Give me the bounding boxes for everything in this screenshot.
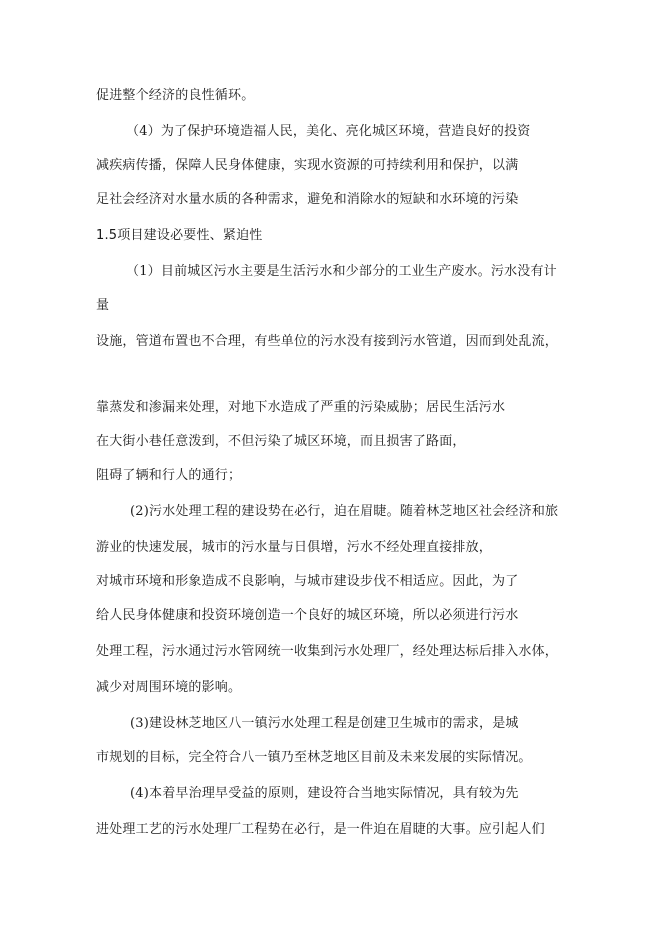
text-line: 足社会经济对水量水质的各种需求，避免和消除水的短缺和水环境的污染 bbox=[96, 192, 519, 207]
text-line: 设施，管道布置也不合理，有些单位的污水没有接到污水管道，因而到处乱流， bbox=[96, 334, 559, 349]
text-line: 在大街小巷任意泼到，不但污染了城区环境，而且损害了路面， bbox=[96, 434, 466, 449]
text-line: 靠蒸发和渗漏来处理，对地下水造成了严重的污染威胁；居民生活污水 bbox=[96, 400, 506, 415]
section-heading: 1.5项目建设必要性、紧迫性 bbox=[96, 228, 263, 243]
text-line: 阻碍了辆和行人的通行； bbox=[96, 468, 242, 483]
text-line: 减少对周围环境的影响。 bbox=[96, 680, 242, 695]
text-line: 进处理工艺的污水处理厂工程势在必行，是一件迫在眉睫的大事。应引起人们 bbox=[96, 822, 545, 837]
text-line: 市规划的目标，完全符合八一镇乃至林芝地区目前及未来发展的实际情况。 bbox=[96, 750, 532, 765]
text-line: 促进整个经济的良性循环。 bbox=[96, 88, 255, 103]
text-line: (3)建设林芝地区八一镇污水处理工程是创建卫生城市的需求，是城 bbox=[130, 716, 519, 731]
text-line: （4）为了保护环境造福人民，美化、亮化城区环境，营造良好的投资 bbox=[126, 124, 531, 139]
text-line: 对城市环境和形象造成不良影响，与城市建设步伐不相适应。因此，为了 bbox=[96, 574, 519, 589]
text-line: 量 bbox=[96, 298, 110, 313]
text-line: 处理工程，污水通过污水管网统一收集到污水处理厂，经处理达标后排入水体， bbox=[96, 644, 559, 659]
text-line: (2)污水处理工程的建设势在必行，迫在眉睫。随着林芝地区社会经济和旅 bbox=[130, 504, 559, 519]
text-line: 给人民身体健康和投资环境创造一个良好的城区环境，所以必须进行污水 bbox=[96, 608, 519, 623]
text-line: (4)本着早治理早受益的原则，建设符合当地实际情况，具有较为先 bbox=[130, 786, 519, 801]
text-line: 减疾病传播，保障人民身体健康，实现水资源的可持续利用和保护，以满 bbox=[96, 158, 519, 173]
text-line: （1）目前城区污水主要是生活污水和少部分的工业生产废水。污水没有计 bbox=[126, 264, 557, 279]
text-line: 游业的快速发展，城市的污水量与日俱增，污水不经处理直接排放， bbox=[96, 540, 493, 555]
